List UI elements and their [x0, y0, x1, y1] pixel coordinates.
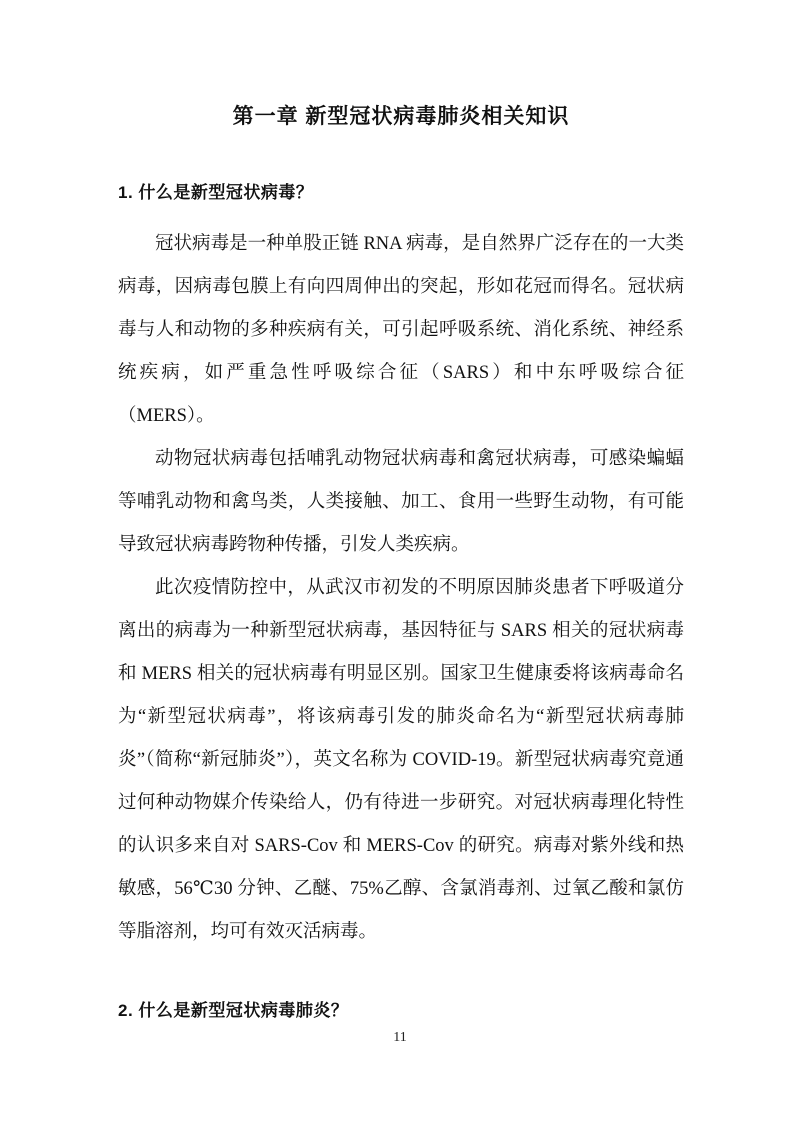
- section-heading-2: 2. 什么是新型冠状病毒肺炎？: [118, 1001, 349, 1020]
- page-number: 11: [393, 1030, 407, 1045]
- paragraph-1: 冠状病毒是一种单股正链 RNA 病毒，是自然界广泛存在的一大类病毒，因病毒包膜上有向四周伸出的突起，形如花冠而得名。冠状病毒与人和动物的多种疾病有关，可引起呼吸系统、消化系统、神经系统疾病，如严重急性呼吸综合征（SARS）和中东呼吸综合征（MERS）。: [118, 234, 684, 426]
- paragraph-3: 此次疫情防控中，从武汉市初发的不明原因肺炎患者下呼吸道分离出的病毒为一种新型冠状病毒，基因特征与 SARS 相关的冠状病毒和 MERS 相关的冠状病毒有明显区别。国家卫生健康委将该病毒命名为“新型冠状病毒”，将该病毒引发的肺炎命名为“新型冠状病毒肺炎”（简称“新冠肺炎”），英文名称为 COVID-19。新型冠状病毒究竟通过何种动物媒介传染给人，仍有待进一步研究。对冠状病毒理化特性的认识多来自对 SARS-Cov 和 MERS-Cov 的研究。病毒对紫外线和热敏感，56℃30 分钟、乙醚、75%乙醇、含氯消毒剂、过氧乙酸和氯仿等脂溶剂，均可有效灭活病毒。: [118, 578, 684, 942]
- section-heading-1: 1. 什么是新型冠状病毒？: [118, 183, 314, 202]
- chapter-title: 第一章 新型冠状病毒肺炎相关知识: [232, 105, 570, 128]
- paragraph-2: 动物冠状病毒包括哺乳动物冠状病毒和禽冠状病毒，可感染蝙蝠等哺乳动物和禽鸟类，人类接触、加工、食用一些野生动物，有可能导致冠状病毒跨物种传播，引发人类疾病。: [118, 449, 684, 555]
- page-content: [118, 0, 684, 1021]
